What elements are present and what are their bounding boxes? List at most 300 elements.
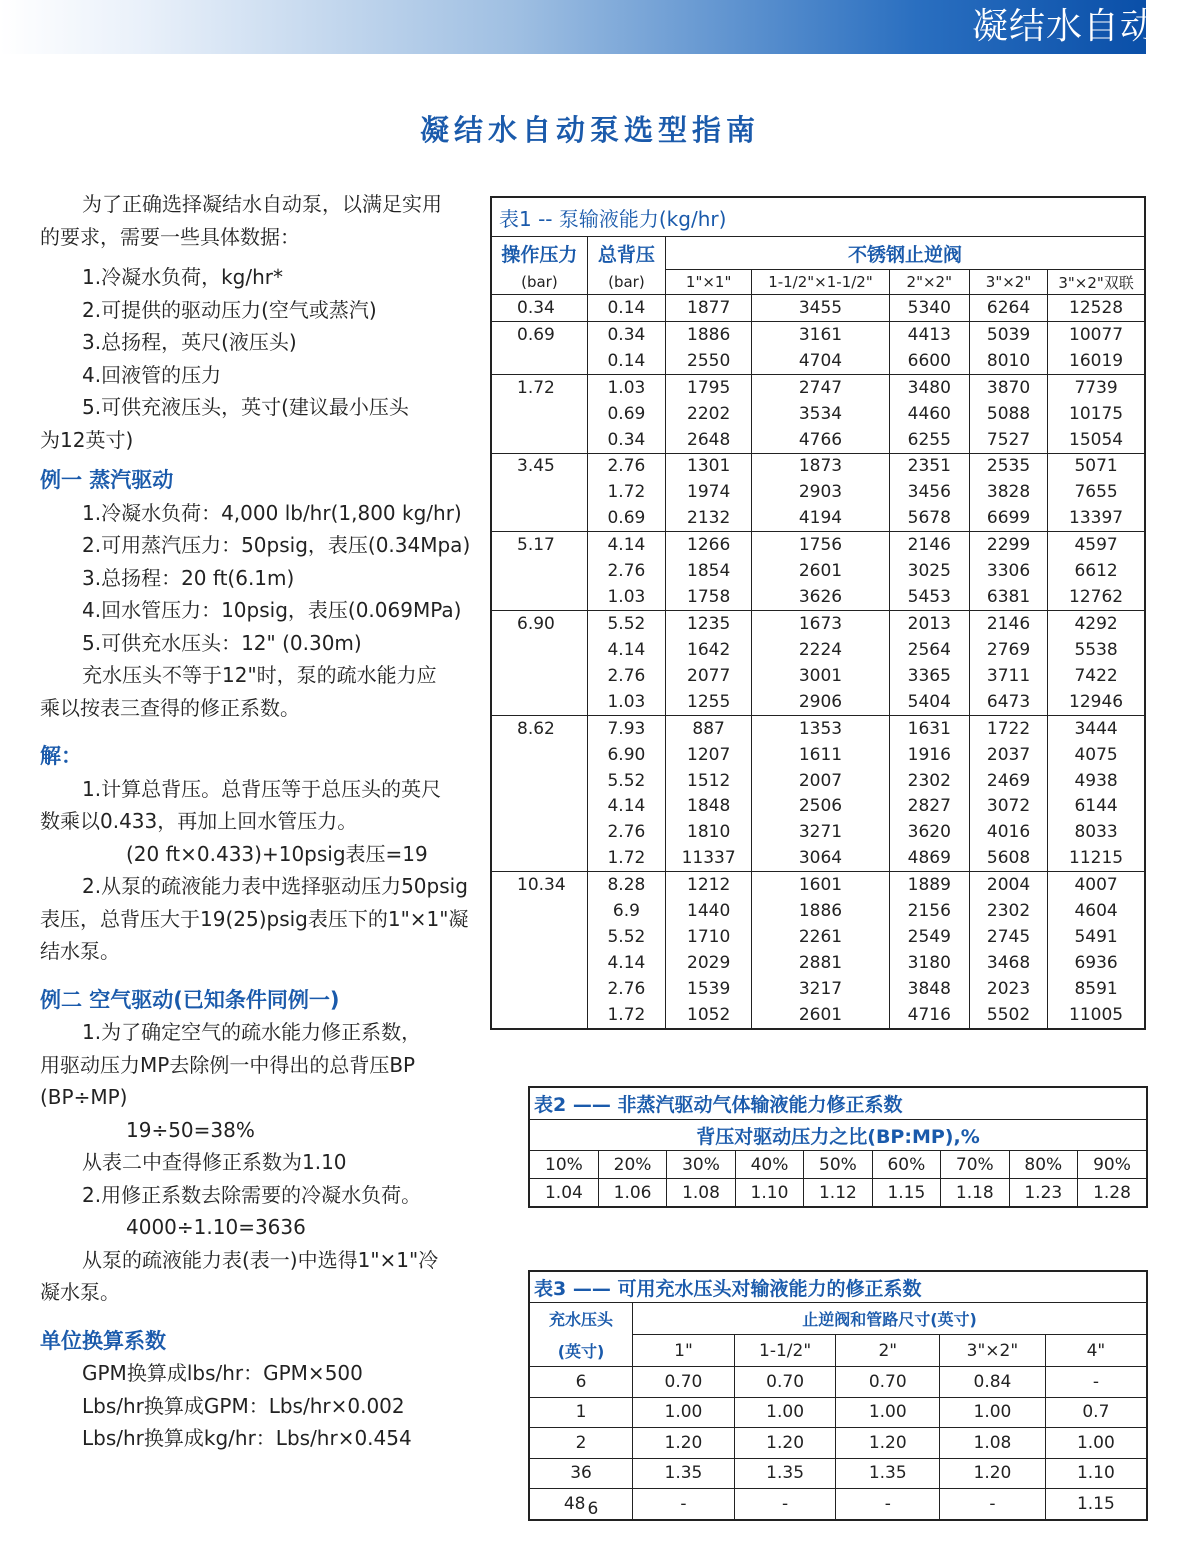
ratio-cell: 50%	[804, 1151, 872, 1179]
cell-fill-head	[529, 1367, 633, 1398]
cell-capacity: 1631	[889, 715, 969, 741]
ratio-cell: 20%	[598, 1151, 666, 1179]
factor-cell: 1.06	[598, 1179, 666, 1208]
cell-operating-pressure: 8.62	[491, 715, 587, 741]
col-size: 2"	[836, 1335, 940, 1367]
cell-capacity: 5538	[1048, 637, 1145, 663]
col-fill-head: 充水压头	[549, 1310, 614, 1330]
solution-title: 解：	[40, 744, 82, 768]
cell-capacity: 5071	[1048, 453, 1145, 479]
cell-capacity: 4075	[1048, 742, 1145, 768]
cell-capacity: 3217	[752, 976, 889, 1002]
factor-cell: 1.23	[1009, 1179, 1077, 1208]
cell-capacity: 2648	[666, 427, 752, 453]
cell-fill-head	[529, 1458, 633, 1489]
table-row	[491, 532, 1145, 558]
cell-capacity: 2132	[666, 505, 752, 531]
cell-capacity: 1795	[666, 374, 752, 400]
cell-capacity: 12946	[1048, 689, 1145, 715]
cell-factor: -	[940, 1489, 1046, 1520]
cell-fill-head	[529, 1428, 633, 1459]
requirement-item: 4.回液管的压力	[82, 362, 222, 387]
cell-capacity: 2601	[752, 558, 889, 584]
cell-back-pressure: 1.03	[587, 374, 665, 400]
table-row	[491, 427, 1145, 453]
cell-fill-head	[529, 1397, 633, 1428]
cell-operating-pressure	[491, 637, 587, 663]
cell-operating-pressure	[491, 950, 587, 976]
col-total-back-pressure: 总背压	[587, 237, 665, 270]
example-2-line: 19÷50=38%	[126, 1117, 255, 1142]
cell-back-pressure: 2.76	[587, 976, 665, 1002]
cell-factor: 1.00	[836, 1397, 940, 1428]
cell-capacity: 7527	[969, 427, 1047, 453]
cell-capacity: 6936	[1048, 950, 1145, 976]
cell-back-pressure: 2.76	[587, 558, 665, 584]
cell-back-pressure: 1.03	[587, 584, 665, 610]
factor-cell: 1.08	[667, 1179, 735, 1208]
units-line: Lbs/hr换算成kg/hr：Lbs/hr×0.454	[82, 1426, 412, 1450]
cell-operating-pressure	[491, 479, 587, 505]
table-row	[491, 558, 1145, 584]
table-row	[491, 321, 1145, 347]
ratio-cell: 70%	[941, 1151, 1009, 1179]
table-row	[491, 898, 1145, 924]
cell-operating-pressure	[491, 505, 587, 531]
cell-capacity: 1052	[666, 1002, 752, 1029]
cell-capacity: 3365	[889, 663, 969, 689]
cell-capacity: 2023	[969, 976, 1047, 1002]
col-size: 3"×2"双联	[1048, 270, 1145, 295]
table-1-caption: 表1 -- 泵输液能力(kg/hr)	[491, 197, 1145, 237]
cell-operating-pressure	[491, 689, 587, 715]
units-line: GPM换算成lbs/hr：GPM×500	[82, 1361, 363, 1385]
table-row	[491, 872, 1145, 898]
cell-capacity: 15054	[1048, 427, 1145, 453]
table-2-subtitle: 背压对驱动压力之比(BP:MP),%	[529, 1120, 1147, 1151]
ratio-cell: 10%	[529, 1151, 598, 1179]
intro-line: 的要求，需要一些具体数据：	[40, 224, 300, 249]
cell-capacity: 1440	[666, 898, 752, 924]
cell-factor: -	[1045, 1367, 1147, 1398]
cell-operating-pressure	[491, 558, 587, 584]
example-1-note: 充水压头不等于12"时，泵的疏水能力应	[82, 663, 437, 687]
cell-capacity: 6612	[1048, 558, 1145, 584]
cell-capacity: 887	[666, 715, 752, 741]
cell-capacity: 13397	[1048, 505, 1145, 531]
unit-back-pressure: (bar)	[587, 270, 665, 295]
solution-line: 2.从泵的疏液能力表中选择驱动压力50psig	[82, 874, 468, 898]
table-row	[491, 845, 1145, 871]
cell-back-pressure: 0.34	[587, 427, 665, 453]
cell-back-pressure: 0.34	[587, 321, 665, 347]
cell-back-pressure: 8.28	[587, 872, 665, 898]
cell-capacity: 2906	[752, 689, 889, 715]
cell-operating-pressure: 0.34	[517, 297, 555, 318]
table-row	[529, 1367, 1147, 1398]
table-row	[491, 768, 1145, 794]
table-row	[491, 742, 1145, 768]
solution-line: 数乘以0.433，再加上回水管压力。	[40, 809, 358, 833]
cell-operating-pressure: 10.34	[491, 872, 587, 898]
example-1-item: 5.可供充水压头：12" (0.30m)	[82, 630, 362, 655]
cell-operating-pressure	[491, 427, 587, 453]
cell-capacity: 1854	[666, 558, 752, 584]
requirement-item-tail: 为12英寸)	[40, 427, 134, 452]
cell-capacity: 5608	[969, 845, 1047, 871]
cell-capacity: 1848	[666, 794, 752, 820]
example-1-title: 例一 蒸汽驱动	[40, 468, 174, 492]
cell-capacity: 2146	[969, 611, 1047, 637]
cell-capacity: 3534	[752, 401, 889, 427]
cell-capacity: 4869	[889, 845, 969, 871]
cell-capacity: 3025	[889, 558, 969, 584]
example-2-line: 2.用修正系数去除需要的冷凝水负荷。	[82, 1182, 422, 1207]
cell-factor: -	[734, 1489, 836, 1520]
table-row	[529, 1397, 1147, 1428]
cell-capacity: 3072	[969, 794, 1047, 820]
table-3-fill-head-factor	[528, 1270, 1148, 1521]
cell-capacity: 1758	[666, 584, 752, 610]
factor-cell: 1.18	[941, 1179, 1009, 1208]
requirement-item: 1.冷凝水负荷，kg/hr*	[82, 265, 283, 289]
cell-operating-pressure	[491, 348, 587, 374]
cell-capacity: 2747	[752, 374, 889, 400]
table-row	[491, 401, 1145, 427]
example-1-item: 3.总扬程：20 ft(6.1m)	[82, 565, 295, 590]
cell-capacity: 2037	[969, 742, 1047, 768]
cell-capacity: 2156	[889, 898, 969, 924]
cell-factor: 1.35	[734, 1458, 836, 1489]
cell-capacity: 3271	[752, 819, 889, 845]
cell-back-pressure: 7.93	[587, 715, 665, 741]
cell-back-pressure: 4.14	[587, 794, 665, 820]
cell-capacity: 8033	[1048, 819, 1145, 845]
example-2-line: 从泵的疏液能力表(表一)中选得1"×1"冷	[82, 1247, 439, 1272]
cell-capacity: 5404	[889, 689, 969, 715]
table-row	[491, 348, 1145, 374]
cell-capacity: 1611	[752, 742, 889, 768]
cell-capacity: 1601	[752, 872, 889, 898]
table-2-correction-factor	[528, 1086, 1148, 1208]
cell-capacity: 2827	[889, 794, 969, 820]
solution-line: (20 ft×0.433)+10psig表压=19	[126, 841, 428, 866]
factor-cell: 1.15	[872, 1179, 940, 1208]
cell-factor: 0.70	[734, 1367, 836, 1398]
cell-capacity: 1916	[889, 742, 969, 768]
cell-capacity: 2302	[889, 768, 969, 794]
cell-capacity: 1235	[666, 611, 752, 637]
cell-back-pressure: 2.76	[587, 663, 665, 689]
col-size: 1-1/2"×1-1/2"	[752, 270, 889, 295]
cell-back-pressure: 1.03	[587, 689, 665, 715]
cell-capacity: 3064	[752, 845, 889, 871]
cell-operating-pressure	[491, 584, 587, 610]
cell-capacity: 1974	[666, 479, 752, 505]
intro-line: 为了正确选择凝结水自动泵，以满足实用	[82, 192, 442, 216]
cell-back-pressure: 4.14	[587, 950, 665, 976]
cell-capacity: 7655	[1048, 479, 1145, 505]
cell-capacity: 3620	[889, 819, 969, 845]
table-row	[491, 794, 1145, 820]
cell-capacity: 11005	[1048, 1002, 1145, 1029]
cell-factor: -	[836, 1489, 940, 1520]
cell-operating-pressure	[491, 1002, 587, 1029]
cell-factor: 1.10	[1045, 1458, 1147, 1489]
factor-cell: 1.28	[1078, 1179, 1148, 1208]
cell-capacity: 2506	[752, 794, 889, 820]
cell-capacity: 2769	[969, 637, 1047, 663]
cell-capacity: 2261	[752, 924, 889, 950]
cell-factor: 1.20	[836, 1428, 940, 1459]
cell-factor: 1.08	[940, 1428, 1046, 1459]
cell-capacity: 4704	[752, 348, 889, 374]
col-size: 3"×2"	[940, 1335, 1046, 1367]
table-row	[491, 611, 1145, 637]
cell-back-pressure: 5.52	[587, 924, 665, 950]
table-2-caption: 表2 —— 非蒸汽驱动气体输液能力修正系数	[529, 1087, 1147, 1120]
cell-capacity: 1266	[666, 532, 752, 558]
factor-cell: 1.04	[529, 1179, 598, 1208]
cell-capacity: 2469	[969, 768, 1047, 794]
cell-capacity: 3711	[969, 663, 1047, 689]
table-row	[491, 819, 1145, 845]
cell-capacity: 2302	[969, 898, 1047, 924]
cell-capacity: 4292	[1048, 611, 1145, 637]
example-2-line: 凝水泵。	[40, 1280, 120, 1304]
cell-capacity: 4938	[1048, 768, 1145, 794]
cell-capacity: 5491	[1048, 924, 1145, 950]
ratio-cell: 40%	[735, 1151, 803, 1179]
cell-capacity: 1353	[752, 715, 889, 741]
cell-capacity: 1642	[666, 637, 752, 663]
cell-capacity: 1539	[666, 976, 752, 1002]
cell-operating-pressure	[491, 976, 587, 1002]
cell-capacity: 5502	[969, 1002, 1047, 1029]
cell-capacity: 5088	[969, 401, 1047, 427]
cell-operating-pressure: 6.90	[491, 611, 587, 637]
cell-capacity: 3444	[1048, 715, 1145, 741]
cell-operating-pressure	[491, 663, 587, 689]
cell-operating-pressure	[491, 794, 587, 820]
cell-capacity: 6255	[889, 427, 969, 453]
cell-capacity: 4766	[752, 427, 889, 453]
cell-capacity: 1886	[666, 321, 752, 347]
cell-capacity: 1873	[752, 453, 889, 479]
cell-capacity: 1212	[666, 872, 752, 898]
cell-back-pressure: 0.69	[587, 505, 665, 531]
cell-capacity: 2903	[752, 479, 889, 505]
left-column	[40, 188, 478, 1455]
cell-capacity: 2564	[889, 637, 969, 663]
ratio-cell: 80%	[1009, 1151, 1077, 1179]
cell-capacity: 5039	[969, 321, 1047, 347]
cell-operating-pressure: 1.72	[491, 374, 587, 400]
cell-operating-pressure	[491, 819, 587, 845]
cell-capacity: 3626	[752, 584, 889, 610]
example-1-item: 4.回水管压力：10psig，表压(0.069MPa)	[82, 598, 462, 622]
cell-back-pressure: 0.14	[587, 295, 665, 322]
cell-capacity: 3828	[969, 479, 1047, 505]
cell-factor: 0.70	[633, 1367, 735, 1398]
cell-factor: 1.15	[1045, 1489, 1147, 1520]
cell-capacity: 6600	[889, 348, 969, 374]
cell-capacity: 11215	[1048, 845, 1145, 871]
solution-line: 1.计算总背压。总背压等于总压头的英尺	[82, 776, 442, 801]
fill-head-value: 36	[570, 1463, 592, 1484]
cell-capacity: 7739	[1048, 374, 1145, 400]
cell-capacity: 6473	[969, 689, 1047, 715]
cell-capacity: 3848	[889, 976, 969, 1002]
cell-capacity: 5678	[889, 505, 969, 531]
cell-capacity: 1255	[666, 689, 752, 715]
cell-capacity: 2550	[666, 348, 752, 374]
cell-capacity: 4604	[1048, 898, 1145, 924]
cell-capacity: 2549	[889, 924, 969, 950]
cell-factor: -	[633, 1489, 735, 1520]
example-2-line: 1.为了确定空气的疏水能力修正系数，	[82, 1020, 422, 1044]
cell-operating-pressure	[491, 898, 587, 924]
cell-capacity: 1673	[752, 611, 889, 637]
cell-capacity: 4016	[969, 819, 1047, 845]
cell-capacity: 1722	[969, 715, 1047, 741]
cell-capacity: 3161	[752, 321, 889, 347]
cell-capacity: 2299	[969, 532, 1047, 558]
cell-capacity: 8591	[1048, 976, 1145, 1002]
table-row	[491, 453, 1145, 479]
cell-factor: 1.35	[633, 1458, 735, 1489]
table-row	[491, 663, 1145, 689]
cell-capacity: 2881	[752, 950, 889, 976]
cell-capacity: 6381	[969, 584, 1047, 610]
example-1-note: 乘以按表三查得的修正系数。	[40, 695, 300, 720]
table-row	[491, 689, 1145, 715]
example-2-line: (BP÷MP)	[40, 1085, 128, 1109]
cell-back-pressure: 2.76	[587, 453, 665, 479]
example-2-line: 用驱动压力MP去除例一中得出的总背压BP	[40, 1052, 416, 1077]
cell-capacity: 2146	[889, 532, 969, 558]
cell-capacity: 3180	[889, 950, 969, 976]
table-row	[491, 295, 1145, 322]
requirement-item: 2.可提供的驱动压力(空气或蒸汽)	[82, 297, 377, 322]
cell-capacity: 3306	[969, 558, 1047, 584]
cell-capacity: 6699	[969, 505, 1047, 531]
cell-capacity: 4007	[1048, 872, 1145, 898]
cell-capacity: 1207	[666, 742, 752, 768]
fill-head-value: 2	[575, 1432, 587, 1453]
col-size: 2"×2"	[889, 270, 969, 295]
cell-capacity: 12762	[1048, 584, 1145, 610]
col-size: 4"	[1045, 1335, 1147, 1367]
cell-capacity: 1512	[666, 768, 752, 794]
cell-factor: 1.20	[734, 1428, 836, 1459]
table-row	[529, 1458, 1147, 1489]
cell-capacity: 2745	[969, 924, 1047, 950]
fill-head-value: 48	[563, 1493, 586, 1514]
table-row	[491, 715, 1145, 741]
cell-fill-head	[529, 1489, 633, 1520]
ratio-cell: 30%	[667, 1151, 735, 1179]
units-line: Lbs/hr换算成GPM：Lbs/hr×0.002	[82, 1393, 405, 1418]
solution-line: 表压，总背压大于19(25)psig表压下的1"×1"凝	[40, 906, 469, 931]
cell-capacity: 3456	[889, 479, 969, 505]
cell-capacity: 2351	[889, 453, 969, 479]
cell-back-pressure: 5.52	[587, 768, 665, 794]
cell-capacity: 1886	[752, 898, 889, 924]
factor-cell: 1.12	[804, 1179, 872, 1208]
cell-capacity: 4194	[752, 505, 889, 531]
cell-back-pressure: 0.69	[587, 401, 665, 427]
table-row	[491, 950, 1145, 976]
cell-capacity: 2077	[666, 663, 752, 689]
cell-back-pressure: 6.9	[587, 898, 665, 924]
cell-back-pressure: 1.72	[587, 1002, 665, 1029]
solution-line: 结水泵。	[40, 939, 120, 963]
cell-operating-pressure	[491, 845, 587, 871]
cell-capacity: 2013	[889, 611, 969, 637]
header-title: 凝结水自动泵	[971, 6, 1194, 47]
cell-factor: 1.20	[940, 1458, 1046, 1489]
example-2-line: 4000÷1.10=3636	[126, 1215, 306, 1239]
cell-capacity: 4460	[889, 401, 969, 427]
cell-operating-pressure	[491, 924, 587, 950]
cell-capacity: 2029	[666, 950, 752, 976]
cell-capacity: 1810	[666, 819, 752, 845]
ratio-cell: 90%	[1078, 1151, 1148, 1179]
ratio-cell: 60%	[872, 1151, 940, 1179]
table-row	[491, 584, 1145, 610]
table-row	[491, 924, 1145, 950]
table-row	[491, 976, 1145, 1002]
col-size: 1-1/2"	[734, 1335, 836, 1367]
cell-capacity: 6144	[1048, 794, 1145, 820]
cell-capacity: 4597	[1048, 532, 1145, 558]
cell-capacity: 2004	[969, 872, 1047, 898]
cell-back-pressure: 4.14	[587, 637, 665, 663]
col-size: 3"×2"	[969, 270, 1047, 295]
factor-cell: 1.10	[735, 1179, 803, 1208]
col-valve-size-group: 止逆阀和管路尺寸(英寸)	[633, 1303, 1147, 1335]
cell-factor: 1.00	[734, 1397, 836, 1428]
fill-head-value: 6	[575, 1371, 587, 1392]
cell-factor: 1.00	[633, 1397, 735, 1428]
cell-capacity: 1877	[666, 295, 752, 322]
table-row	[491, 374, 1145, 400]
cell-capacity: 2601	[752, 1002, 889, 1029]
cell-capacity: 2224	[752, 637, 889, 663]
cell-capacity: 5453	[889, 584, 969, 610]
cell-operating-pressure: 0.69	[491, 321, 587, 347]
cell-back-pressure: 2.76	[587, 819, 665, 845]
cell-operating-pressure	[491, 742, 587, 768]
fill-head-value: 1	[575, 1402, 587, 1423]
table-row	[491, 479, 1145, 505]
cell-capacity: 5340	[889, 295, 969, 322]
cell-capacity: 2202	[666, 401, 752, 427]
units-title: 单位换算系数	[40, 1328, 166, 1353]
cell-factor: 1.35	[836, 1458, 940, 1489]
table-1-pump-capacity	[490, 196, 1146, 1030]
table-3-caption: 表3 —— 可用充水压头对输液能力的修正系数	[529, 1271, 1147, 1303]
cell-back-pressure: 1.72	[587, 845, 665, 871]
cell-factor: 1.00	[1045, 1428, 1147, 1459]
col-check-valve-group: 不锈钢止逆阀	[666, 237, 1145, 270]
example-1-item: 2.可用蒸汽压力：50psig，表压(0.34Mpa)	[82, 533, 471, 557]
col-size: 1"×1"	[666, 270, 752, 295]
cell-capacity: 1756	[752, 532, 889, 558]
cell-back-pressure: 6.90	[587, 742, 665, 768]
cell-capacity: 1301	[666, 453, 752, 479]
